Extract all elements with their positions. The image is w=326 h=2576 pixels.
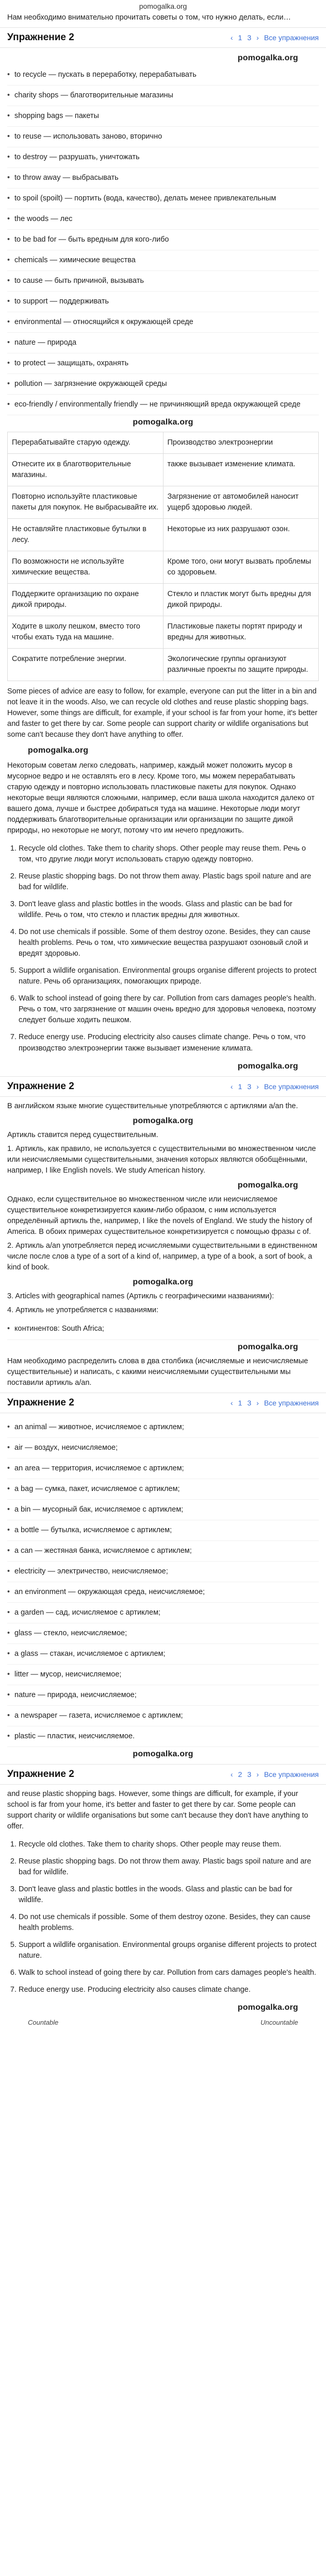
table-cell: Ходите в школу пешком, вместо того чтобы ехать туда на машине. (8, 616, 164, 648)
vocab-list (7, 65, 319, 415)
list-item: 7. Reduce energy use. Producing electricity also causes climate change. Речь о том, что производство электроэнергии также вызывает изменение климата. (19, 1029, 319, 1057)
nav-page-3[interactable]: 3 (247, 1082, 252, 1091)
list-item: • a bin — мусорный бак, исчисляемое с артиклем; (7, 1500, 319, 1520)
watermark: pomogalka.org (237, 1180, 298, 1190)
list-item: • to reuse — использовать заново, вторично (7, 127, 319, 147)
list-item: • eco-friendly / environmentally friendly — не причиняющий вреда окружающей среде (7, 395, 319, 415)
list-item: 6. Walk to school instead of going there by car. Pollution from cars damages people's health. Речь о том, что загрязнение от машин очень вредно для здоровья человека, поэтому следует больше ходить пешком. (19, 990, 319, 1029)
nav-page-1[interactable]: 1 (238, 1082, 242, 1091)
table-cell: Не оставляйте пластиковые бутылки в лесу. (8, 518, 164, 551)
list-item: 2. Reuse plastic shopping bags. Do not throw them away. Plastic bags spoil nature and are bad for wildlife. (19, 1853, 319, 1881)
exercise-nav (231, 1769, 319, 1780)
exercise-header (0, 1764, 326, 1785)
list-item: • to protect — защищать, охранять (7, 353, 319, 374)
list-item: 3. Don't leave glass and plastic bottles in the woods. Glass and plastic can be bad for wildlife. (19, 1881, 319, 1909)
list-item: 5. Support a wildlife organisation. Environmental groups organise different projects to protect nature. Речь об организациях, помогающих природе. (19, 962, 319, 990)
list-item: 1. Recycle old clothes. Take them to charity shops. Other people may reuse them. (19, 1836, 319, 1853)
rule-paragraph: Однако, если существительное во множественном числе или неисчисляемое существительное конкретизируется каким-либо образом, с ним используется определённый артикль the, например, I like the novels of England. We study the history of America. В обоих примерах существительное конкретизируется с помощью фразы с of. (7, 1195, 312, 1236)
continents-list (7, 1319, 319, 1340)
list-item: • electricity — электричество, неисчисляемое; (7, 1562, 319, 1582)
list-item: • to throw away — выбрасывать (7, 168, 319, 189)
table-cell: Повторно используйте пластиковые пакеты для покупок. Не выбрасывайте их. (8, 486, 164, 518)
watermark: pomogalka.org (28, 745, 89, 755)
site-domain[interactable]: pomogalka.org (139, 2, 187, 10)
table-row (8, 453, 319, 486)
all-exercises-link[interactable]: Все упражнения (264, 33, 319, 42)
watermark: pomogalka.org (133, 418, 193, 427)
countable-list (7, 1417, 319, 1747)
nav-page-3[interactable]: 3 (247, 33, 252, 42)
list-item: • nature — природа, неисчисляемое; (7, 1685, 319, 1706)
paragraph-english: Some pieces of advice are easy to follow, for example, everyone can put the litter in a bin and not leave it in the woods. Also, we can recycle old clothes and reuse plastic shopping bags. However, some things are difficult, for example, if your school is far from your home, it's better and faster to get there by car. Some people can support charity or wildlife organisations but some can't because they don't have anything to offer. (7, 687, 318, 739)
rule-paragraph: В английском языке многие существительные употребляются с артиклями a/an the. (7, 1101, 298, 1110)
list-item: • glass — стекло, неисчисляемое; (7, 1623, 319, 1644)
countable-label: Countable (28, 2018, 59, 2026)
table-cell: Поддержите организацию по охране дикой природы. (8, 583, 164, 616)
exercise-nav (231, 1081, 319, 1092)
nav-page-1[interactable]: 1 (238, 1398, 242, 1407)
table-cell: также вызывает изменение климата. (163, 453, 319, 486)
rule-paragraph: 2. Артикль a/an употребляется перед исчисляемыми существительными в единственном числе после слов a type of a sort of a kind of, например, a type of a book, a sort of book, a kind of book. (7, 1242, 318, 1272)
table-cell: По возможности не используйте химические вещества. (8, 551, 164, 583)
table-row (8, 432, 319, 453)
nav-next-button[interactable]: › (256, 33, 259, 42)
exercise-title: Упражнение 2 (7, 1769, 74, 1780)
list-item: • a newspaper — газета, исчисляемое с артиклем; (7, 1706, 319, 1726)
table-row (8, 551, 319, 583)
table-cell: Экологические группы организуют различные проекты по защите природы. (163, 648, 319, 681)
table-row (8, 648, 319, 681)
table-cell: Стекло и пластик могут быть вредны для дикой природы. (163, 583, 319, 616)
table-cell: Пластиковые пакеты портят природу и вредны для животных. (163, 616, 319, 648)
watermark: pomogalka.org (237, 1061, 298, 1071)
paragraph-russian: Некоторым советам легко следовать, например, каждый может положить мусор в мусорное ведро и не оставлять его в лесу. Кроме того, мы можем перерабатывать старую одежду и повторно использовать пластиковые пакеты для покупок. Однако некоторые вещи являются сложными, например, если ваша школа находится далеко от вашего дома, лучше и быстрее добираться туда на машине. Некоторые люди могут поддерживать благотворительные организации или организации по защите дикой природы, но некоторые не могут, потому что им нечего предложить. (7, 761, 315, 835)
list-item: 4. Do not use chemicals if possible. Some of them destroy ozone. Besides, they can cause health problems. Речь о том, что химические вещества разрушают озоновый слой и вредят здоровью. (19, 924, 319, 962)
list-item: • a glass — стакан, исчисляемое с артиклем; (7, 1644, 319, 1665)
list-item: • plastic — пластик, неисчисляемое. (7, 1726, 319, 1747)
exercise-title: Упражнение 2 (7, 1080, 74, 1092)
exercise-header (0, 27, 326, 48)
list-item: 6. Walk to school instead of going there by car. Pollution from cars damages people's health. (19, 1964, 319, 1981)
translation-table (7, 432, 319, 681)
list-item: • the woods — лес (7, 209, 319, 230)
intro-text: Нам необходимо внимательно прочитать советы о том, что нужно делать, если… (7, 13, 291, 22)
list-item: • shopping bags — пакеты (7, 106, 319, 127)
nav-page-1[interactable]: 1 (238, 33, 242, 42)
exercise-header (0, 1076, 326, 1097)
exercise-nav (231, 32, 319, 43)
watermark: pomogalka.org (133, 1749, 193, 1758)
exercise-header (0, 1393, 326, 1413)
rule-paragraph: 3. Articles with geographical names (Артикль с географическими названиями): (7, 1292, 274, 1301)
list-item: 3. Don't leave glass and plastic bottles in the woods. Glass and plastic can be bad for wildlife. Речь о том, что стекло и пластик вредны для животных. (19, 896, 319, 924)
list-item: 7. Reduce energy use. Producing electricity also causes climate change. (19, 1981, 319, 1998)
nav-next-button[interactable]: › (256, 1082, 259, 1091)
list-item: • to support — поддерживать (7, 292, 319, 312)
list-item: • pollution — загрязнение окружающей среды (7, 374, 319, 395)
watermark: pomogalka.org (237, 54, 298, 63)
list-item: • to destroy — разрушать, уничтожать (7, 147, 319, 168)
table-cell: Кроме того, они могут вызвать проблемы со здоровьем. (163, 551, 319, 583)
list-item: 4. Do not use chemicals if possible. Some of them destroy ozone. Besides, they can cause health problems. (19, 1909, 319, 1937)
list-item: • nature — природа (7, 333, 319, 353)
nav-next-button[interactable]: › (256, 1770, 259, 1779)
table-row (8, 616, 319, 648)
nav-prev-button[interactable]: ‹ (230, 1398, 233, 1407)
table-cell: Загрязнение от автомобилей наносит ущерб здоровью людей. (163, 486, 319, 518)
list-item: • to spoil (spoilt) — портить (вода, качество), делать менее привлекательным (7, 189, 319, 209)
watermark: pomogalka.org (237, 1342, 298, 1351)
rule-paragraph: Нам необходимо распределить слова в два столбика (исчисляемые и неисчисляемые существительные) и написать, с какими неисчисляемыми существительными мы поставили артикль a/an. (7, 1357, 308, 1387)
rule-paragraph: 4. Артикль не употребляется с названиями: (7, 1306, 159, 1315)
list-item: • charity shops — благотворительные магазины (7, 86, 319, 106)
nav-prev-button[interactable]: ‹ (230, 1770, 233, 1779)
watermark: pomogalka.org (133, 1116, 193, 1125)
list-item: • an animal — животное, исчисляемое с артиклем; (7, 1417, 319, 1438)
rule-paragraph: Артикль ставится перед существительным. (7, 1130, 158, 1139)
list-item: • environmental — относящийся к окружающей среде (7, 312, 319, 333)
rule-paragraph: 1. Артикль, как правило, не используется с существительными во множественном числе или неисчисляемыми существительными, значения которых являются обобщёнными, например, I like English novels. We study American history. (7, 1144, 316, 1175)
nav-page-3[interactable]: 3 (247, 1770, 252, 1779)
table-row (8, 518, 319, 551)
nav-page-2[interactable]: 2 (238, 1770, 242, 1779)
list-item: • a garden — сад, исчисляемое с артиклем; (7, 1603, 319, 1623)
list-item: • a can — жестяная банка, исчисляемое с артиклем; (7, 1541, 319, 1562)
table-cell: Отнесите их в благотворительные магазины. (8, 453, 164, 486)
list-item: • to be bad for — быть вредным для кого-либо (7, 230, 319, 250)
table-cell: Производство электроэнергии (163, 432, 319, 453)
exercise-title: Упражнение 2 (7, 32, 74, 43)
watermark: pomogalka.org (133, 1278, 193, 1287)
watermark: pomogalka.org (237, 2003, 298, 2012)
list-item: • chemicals — химические вещества (7, 250, 319, 271)
list-item: 1. Recycle old clothes. Take them to charity shops. Other people may reuse them. Речь о том, что другие люди могут использовать старую одежду повторно. (19, 840, 319, 868)
list-item: • to cause — быть причиной, вызывать (7, 271, 319, 292)
list-item: • air — воздух, неисчисляемое; (7, 1438, 319, 1459)
nav-prev-button[interactable]: ‹ (230, 1082, 233, 1091)
nav-page-3[interactable]: 3 (247, 1398, 252, 1407)
all-exercises-link[interactable]: Все упражнения (264, 1082, 319, 1091)
exercise-title: Упражнение 2 (7, 1397, 74, 1408)
list-item: • litter — мусор, неисчисляемое; (7, 1665, 319, 1685)
all-exercises-link[interactable]: Все упражнения (264, 1398, 319, 1407)
nav-next-button[interactable]: › (256, 1398, 259, 1407)
table-row (8, 583, 319, 616)
paragraph-english-2: and reuse plastic shopping bags. However, some things are difficult, for example, if your school is far from your home, it's better and faster to get there by car. Some people can support charity or wildlife organisations but some can't because they don't have anything to offer. (7, 1790, 308, 1831)
list-item: • a bottle — бутылка, исчисляемое с артиклем; (7, 1520, 319, 1541)
list-item: • a bag — сумка, пакет, исчисляемое с артиклем; (7, 1479, 319, 1500)
countable-uncountable-header (7, 2015, 319, 2028)
list-item: • to recycle — пускать в переработку, перерабатывать (7, 65, 319, 86)
table-cell: Некоторые из них разрушают озон. (163, 518, 319, 551)
exercise-nav (231, 1398, 319, 1408)
table-cell: Сократите потребление энергии. (8, 648, 164, 681)
tips-list (7, 840, 319, 1057)
list-item: • an environment — окружающая среда, неисчисляемое; (7, 1582, 319, 1603)
uncountable-label: Uncountable (260, 2018, 298, 2026)
list-item: • континентов: South Africa; (7, 1319, 319, 1340)
list-item: 2. Reuse plastic shopping bags. Do not throw them away. Plastic bags spoil nature and are bad for wildlife. (19, 868, 319, 896)
table-cell: Перерабатывайте старую одежду. (8, 432, 164, 453)
table-row (8, 486, 319, 518)
all-exercises-link[interactable]: Все упражнения (264, 1770, 319, 1779)
list-item: • an area — территория, исчисляемое с артиклем; (7, 1459, 319, 1479)
nav-prev-button[interactable]: ‹ (230, 33, 233, 42)
list-item: 5. Support a wildlife organisation. Environmental groups organise different projects to protect nature. (19, 1937, 319, 1964)
grammar-rules (7, 1101, 319, 1388)
tips-list-2 (7, 1836, 319, 1998)
